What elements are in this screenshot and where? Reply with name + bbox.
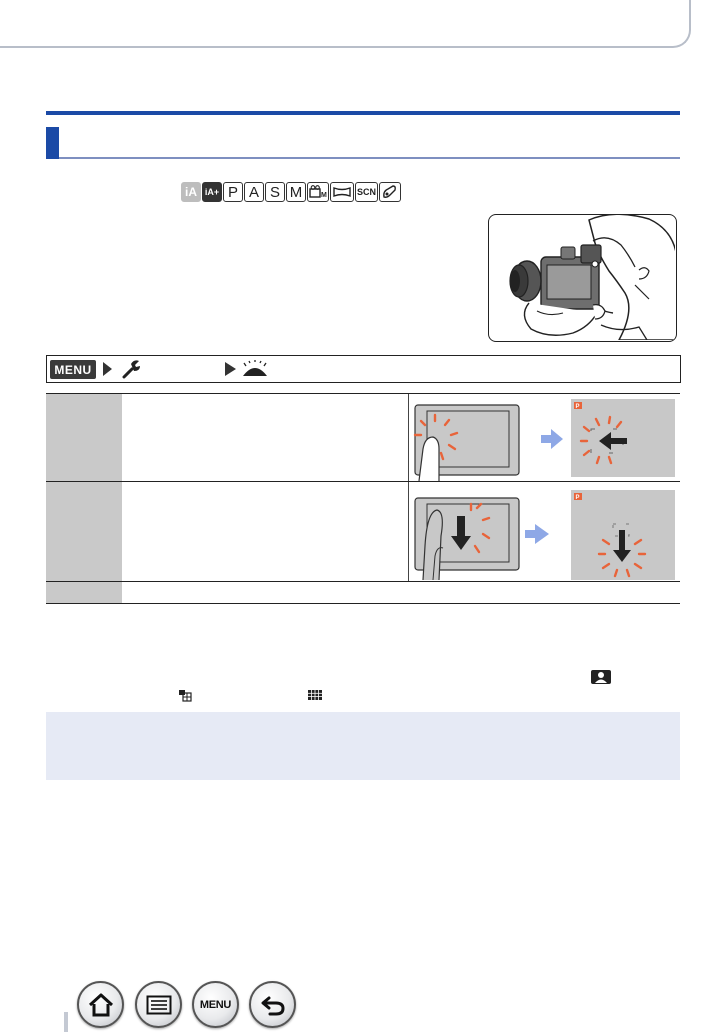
mode-m-icon: M (286, 182, 306, 202)
touch-pad-exact-illustration (413, 397, 677, 481)
return-icon (260, 994, 286, 1016)
mode-ia-plus-icon: iA+ (202, 182, 222, 202)
note-panel (46, 712, 680, 780)
svg-text:P: P (575, 404, 580, 410)
table-divider (408, 482, 409, 581)
mode-s-icon: S (265, 182, 285, 202)
menu-badge: MENU (50, 360, 96, 379)
section-marker (46, 127, 59, 159)
page-header-frame (0, 0, 691, 48)
nav-side-bar (64, 1012, 68, 1032)
table-rule (46, 481, 680, 482)
home-button[interactable] (77, 981, 124, 1028)
mode-movie-icon (307, 182, 329, 202)
table-rule (46, 393, 680, 394)
contents-button[interactable] (135, 981, 182, 1028)
custom-dial-icon (240, 360, 270, 378)
table-rule (46, 603, 680, 604)
mode-ia-icon: iA (181, 182, 201, 202)
touch-pad-offset-illustration (413, 486, 677, 580)
table-row-label (46, 582, 122, 603)
home-icon (87, 993, 115, 1017)
table-row-label (46, 482, 122, 581)
svg-text:P: P (575, 495, 580, 501)
svg-text:M: M (321, 192, 327, 199)
mode-p-icon: P (223, 182, 243, 202)
recording-mode-icons (181, 180, 401, 202)
list-icon (146, 995, 172, 1015)
mode-creative-icon (379, 182, 401, 202)
multi-area-icon (307, 689, 323, 701)
table-row-label (46, 394, 122, 481)
top-rule (46, 111, 680, 115)
face-detection-icon (590, 669, 612, 685)
menu-arrow-small-icon (223, 362, 238, 376)
menu-button[interactable] (192, 981, 239, 1028)
camera-eye-illustration (488, 214, 677, 342)
mode-panorama-icon (330, 182, 354, 202)
mode-a-icon: A (244, 182, 264, 202)
wrench-icon (120, 359, 142, 379)
table-divider (408, 394, 409, 481)
mode-scn-icon: SCN (355, 182, 378, 202)
menu-button-label: MENU (199, 998, 232, 1011)
section-rule (59, 157, 680, 159)
tracking-icon (178, 689, 192, 702)
table-rule (46, 581, 680, 582)
menu-arrow-icon (103, 362, 112, 376)
back-button[interactable] (249, 981, 296, 1028)
